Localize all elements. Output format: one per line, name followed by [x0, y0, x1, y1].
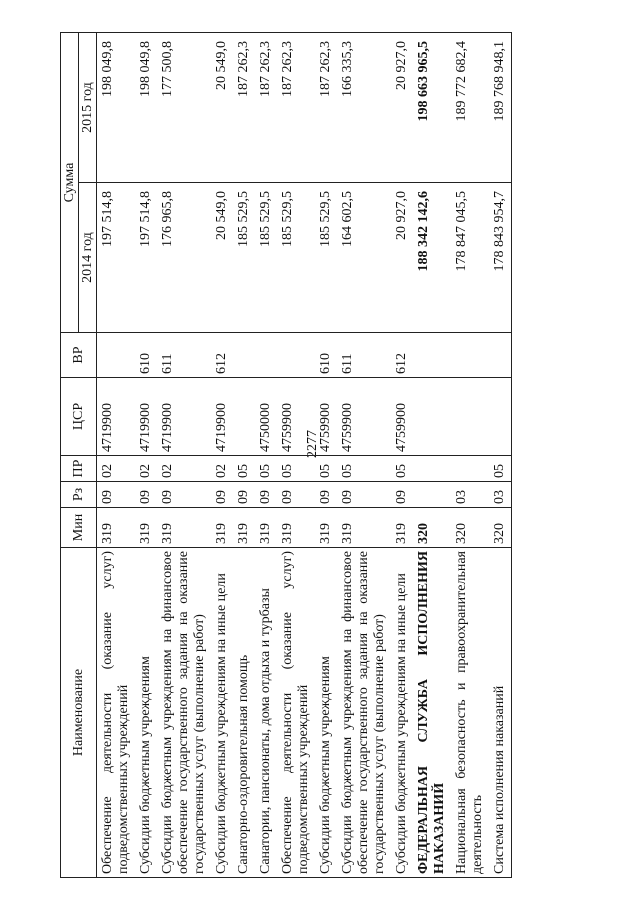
cell-name: Обеспечение деятельности (оказание услуг) подведомственных учреждений — [97, 548, 136, 878]
cell-pr: 05 — [489, 456, 512, 482]
header-vr: ВР — [61, 333, 97, 378]
cell-min: 319 — [255, 508, 277, 548]
table-row — [315, 33, 337, 878]
cell-y2015: 198 049,8 — [135, 33, 157, 183]
cell-name: Обеспечение деятельности (оказание услуг) подведомственных учреждений — [277, 548, 315, 878]
cell-y2015: 20 927,0 — [391, 33, 413, 183]
cell-y2014: 185 529,5 — [233, 183, 255, 333]
cell-vr: 612 — [211, 333, 233, 378]
table-row — [135, 33, 157, 878]
cell-pr: 02 — [135, 456, 157, 482]
cell-y2015: 187 262,3 — [255, 33, 277, 183]
cell-name: Субсидии бюджетным учреждениям — [315, 548, 337, 878]
cell-csr: 4759900 — [391, 378, 413, 456]
cell-csr — [489, 378, 512, 456]
cell-y2014: 178 847 045,5 — [451, 183, 489, 333]
table-row — [489, 33, 512, 878]
cell-min: 319 — [211, 508, 233, 548]
cell-vr: 610 — [315, 333, 337, 378]
cell-name: Санаторно-оздоровительная помощь — [233, 548, 255, 878]
cell-y2014: 20 549,0 — [211, 183, 233, 333]
table-row — [211, 33, 233, 878]
header-csr: ЦСР — [61, 378, 97, 456]
cell-vr: 612 — [391, 333, 413, 378]
cell-rz: 09 — [211, 482, 233, 508]
header-year-2014: 2014 год — [79, 183, 97, 333]
rotated-page — [60, 33, 595, 878]
cell-vr — [97, 333, 136, 378]
cell-y2015: 187 262,3 — [233, 33, 255, 183]
cell-rz: 09 — [315, 482, 337, 508]
cell-pr: 05 — [315, 456, 337, 482]
table-row — [391, 33, 413, 878]
cell-y2014: 176 965,8 — [157, 183, 211, 333]
cell-name: Субсидии бюджетным учреждениям на иные цели — [211, 548, 233, 878]
table-body — [97, 33, 512, 878]
cell-name: Субсидии бюджетным учреждениям на иные цели — [391, 548, 413, 878]
cell-min: 319 — [391, 508, 413, 548]
cell-pr: 05 — [255, 456, 277, 482]
cell-y2014: 185 529,5 — [255, 183, 277, 333]
cell-y2015: 177 500,8 — [157, 33, 211, 183]
cell-min: 320 — [451, 508, 489, 548]
cell-y2014: 20 927,0 — [391, 183, 413, 333]
cell-csr: 4750000 — [255, 378, 277, 456]
cell-name: Субсидии бюджетным учреждениям — [135, 548, 157, 878]
cell-name: Субсидии бюджетным учреждениям на финансовое обеспечение государственного задания на оказание государственных услуг (выполнение работ) — [157, 548, 211, 878]
cell-csr: 4759900 — [337, 378, 391, 456]
cell-min: 319 — [233, 508, 255, 548]
cell-csr — [413, 378, 451, 456]
header-pr: ПР — [61, 456, 97, 482]
cell-csr: 4759900 — [277, 378, 315, 456]
table-row — [337, 33, 391, 878]
cell-vr — [277, 333, 315, 378]
cell-rz: 09 — [255, 482, 277, 508]
cell-rz: 09 — [135, 482, 157, 508]
cell-pr — [413, 456, 451, 482]
cell-csr: 4719900 — [97, 378, 136, 456]
cell-min: 319 — [157, 508, 211, 548]
cell-name: Система исполнения наказаний — [489, 548, 512, 878]
cell-vr: 611 — [157, 333, 211, 378]
cell-y2014: 178 843 954,7 — [489, 183, 512, 333]
cell-min: 319 — [277, 508, 315, 548]
cell-min: 319 — [337, 508, 391, 548]
cell-csr — [451, 378, 489, 456]
cell-name: Субсидии бюджетным учреждениям на финансовое обеспечение государственного задания на оказание государственных услуг (выполнение работ) — [337, 548, 391, 878]
cell-y2014: 188 342 142,6 — [413, 183, 451, 333]
cell-rz: 09 — [277, 482, 315, 508]
table-row — [413, 33, 451, 878]
cell-name: ФЕДЕРАЛЬНАЯ СЛУЖБА ИСПОЛНЕНИЯ НАКАЗАНИЙ — [413, 548, 451, 878]
cell-pr: 02 — [97, 456, 136, 482]
cell-csr: 4719900 — [211, 378, 233, 456]
cell-vr — [489, 333, 512, 378]
cell-y2014: 185 529,5 — [315, 183, 337, 333]
header-rz: Рз — [61, 482, 97, 508]
cell-rz: 09 — [233, 482, 255, 508]
cell-name: Санатории, пансионаты, дома отдыха и турбазы — [255, 548, 277, 878]
header-sum: Сумма — [61, 33, 79, 333]
cell-min: 320 — [413, 508, 451, 548]
table-row — [277, 33, 315, 878]
cell-rz: 03 — [451, 482, 489, 508]
cell-y2015: 187 262,3 — [315, 33, 337, 183]
cell-y2014: 197 514,8 — [97, 183, 136, 333]
cell-y2015: 198 049,8 — [97, 33, 136, 183]
cell-min: 319 — [135, 508, 157, 548]
table-row — [451, 33, 489, 878]
cell-pr: 05 — [337, 456, 391, 482]
cell-y2015: 166 335,3 — [337, 33, 391, 183]
cell-min: 319 — [97, 508, 136, 548]
cell-pr: 02 — [157, 456, 211, 482]
cell-pr: 05 — [391, 456, 413, 482]
table-row — [233, 33, 255, 878]
page-number: 2277 — [305, 430, 320, 458]
cell-vr — [451, 333, 489, 378]
cell-pr: 02 — [211, 456, 233, 482]
table-row — [157, 33, 211, 878]
cell-pr: 05 — [233, 456, 255, 482]
cell-csr: 4719900 — [135, 378, 157, 456]
budget-table — [60, 32, 512, 878]
cell-y2014: 197 514,8 — [135, 183, 157, 333]
cell-rz — [413, 482, 451, 508]
cell-name: Национальная безопасность и правоохранительная деятельность — [451, 548, 489, 878]
cell-y2014: 185 529,5 — [277, 183, 315, 333]
header-name: Наименование — [61, 548, 97, 878]
header-min: Мин — [61, 508, 97, 548]
cell-pr: 05 — [277, 456, 315, 482]
table-row — [255, 33, 277, 878]
cell-vr: 610 — [135, 333, 157, 378]
cell-y2015: 189 772 682,4 — [451, 33, 489, 183]
cell-csr — [233, 378, 255, 456]
cell-csr: 4759900 — [315, 378, 337, 456]
cell-pr — [451, 456, 489, 482]
cell-csr: 4719900 — [157, 378, 211, 456]
cell-y2015: 20 549,0 — [211, 33, 233, 183]
cell-y2015: 189 768 948,1 — [489, 33, 512, 183]
cell-rz: 03 — [489, 482, 512, 508]
cell-vr — [413, 333, 451, 378]
cell-min: 320 — [489, 508, 512, 548]
cell-vr: 611 — [337, 333, 391, 378]
table-header — [61, 33, 97, 878]
cell-y2015: 198 663 965,5 — [413, 33, 451, 183]
header-year-2015: 2015 год — [79, 33, 97, 183]
cell-rz: 09 — [97, 482, 136, 508]
cell-y2014: 164 602,5 — [337, 183, 391, 333]
cell-y2015: 187 262,3 — [277, 33, 315, 183]
cell-min: 319 — [315, 508, 337, 548]
cell-rz: 09 — [337, 482, 391, 508]
table-row — [97, 33, 136, 878]
cell-vr — [255, 333, 277, 378]
cell-vr — [233, 333, 255, 378]
cell-rz: 09 — [391, 482, 413, 508]
cell-rz: 09 — [157, 482, 211, 508]
